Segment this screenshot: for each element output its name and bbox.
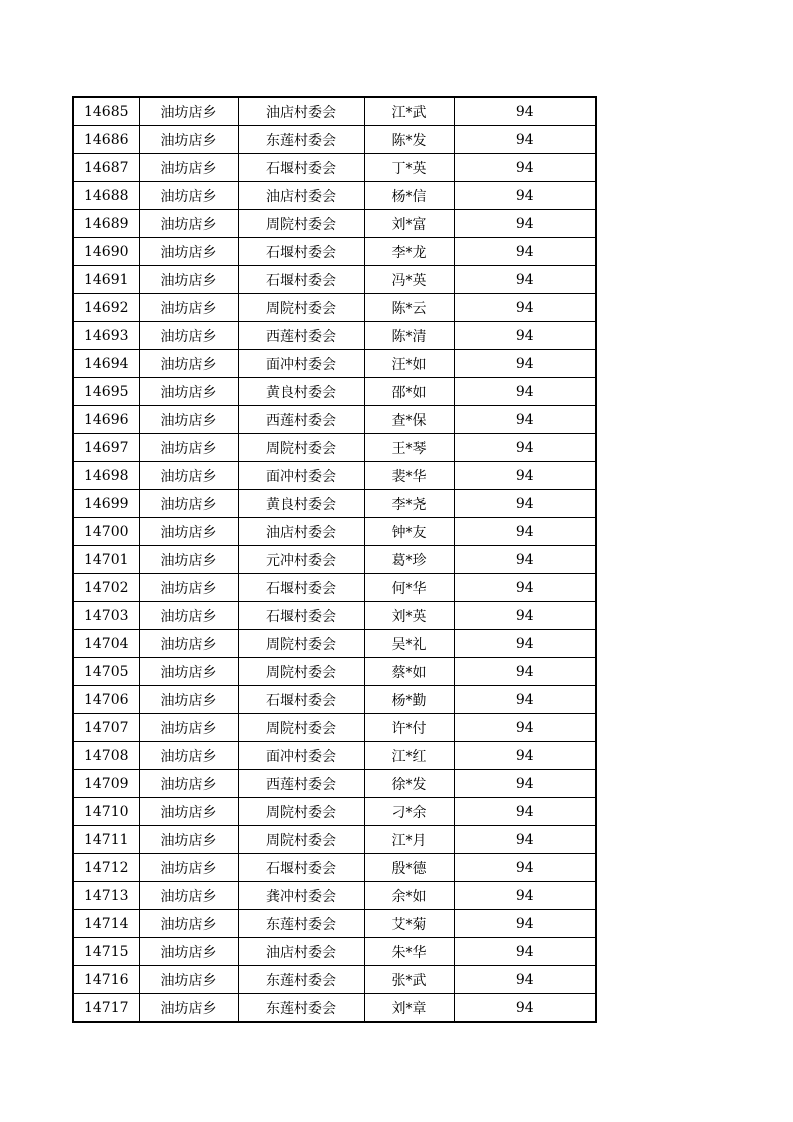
- cell-village-committee: 龚冲村委会: [238, 882, 364, 910]
- cell-person-name: 邵*如: [364, 378, 454, 406]
- cell-village-committee: 西莲村委会: [238, 322, 364, 350]
- cell-score: 94: [454, 686, 596, 714]
- cell-person-name: 刁*余: [364, 798, 454, 826]
- cell-serial-number: 14707: [73, 714, 139, 742]
- cell-serial-number: 14717: [73, 994, 139, 1023]
- cell-serial-number: 14703: [73, 602, 139, 630]
- cell-score: 94: [454, 938, 596, 966]
- cell-score: 94: [454, 854, 596, 882]
- table-row: [73, 294, 596, 322]
- cell-village-committee: 油店村委会: [238, 938, 364, 966]
- cell-township: 油坊店乡: [139, 658, 238, 686]
- cell-village-committee: 东莲村委会: [238, 126, 364, 154]
- cell-score: 94: [454, 826, 596, 854]
- cell-score: 94: [454, 574, 596, 602]
- cell-township: 油坊店乡: [139, 182, 238, 210]
- cell-person-name: 陈*清: [364, 322, 454, 350]
- cell-score: 94: [454, 350, 596, 378]
- cell-score: 94: [454, 238, 596, 266]
- table-row: [73, 238, 596, 266]
- table-row: [73, 378, 596, 406]
- cell-township: 油坊店乡: [139, 518, 238, 546]
- cell-serial-number: 14705: [73, 658, 139, 686]
- table-row: [73, 686, 596, 714]
- table-row: [73, 910, 596, 938]
- cell-village-committee: 面冲村委会: [238, 742, 364, 770]
- cell-village-committee: 东莲村委会: [238, 910, 364, 938]
- cell-serial-number: 14708: [73, 742, 139, 770]
- cell-township: 油坊店乡: [139, 126, 238, 154]
- cell-serial-number: 14715: [73, 938, 139, 966]
- cell-township: 油坊店乡: [139, 154, 238, 182]
- cell-score: 94: [454, 434, 596, 462]
- cell-person-name: 艾*菊: [364, 910, 454, 938]
- cell-village-committee: 黄良村委会: [238, 490, 364, 518]
- cell-village-committee: 黄良村委会: [238, 378, 364, 406]
- table-row: [73, 490, 596, 518]
- cell-township: 油坊店乡: [139, 294, 238, 322]
- table-row: [73, 602, 596, 630]
- cell-person-name: 杨*信: [364, 182, 454, 210]
- cell-score: 94: [454, 602, 596, 630]
- cell-score: 94: [454, 714, 596, 742]
- table-row: [73, 798, 596, 826]
- cell-person-name: 江*月: [364, 826, 454, 854]
- table-row: [73, 406, 596, 434]
- cell-person-name: 江*红: [364, 742, 454, 770]
- cell-village-committee: 石堰村委会: [238, 154, 364, 182]
- roster-table-body: [73, 97, 596, 1022]
- cell-score: 94: [454, 378, 596, 406]
- cell-person-name: 杨*勤: [364, 686, 454, 714]
- cell-serial-number: 14685: [73, 97, 139, 126]
- cell-serial-number: 14696: [73, 406, 139, 434]
- cell-township: 油坊店乡: [139, 322, 238, 350]
- cell-township: 油坊店乡: [139, 406, 238, 434]
- table-row: [73, 434, 596, 462]
- cell-village-committee: 油店村委会: [238, 97, 364, 126]
- cell-township: 油坊店乡: [139, 97, 238, 126]
- table-row: [73, 97, 596, 126]
- cell-serial-number: 14697: [73, 434, 139, 462]
- table-row: [73, 854, 596, 882]
- cell-township: 油坊店乡: [139, 882, 238, 910]
- cell-person-name: 葛*珍: [364, 546, 454, 574]
- cell-serial-number: 14701: [73, 546, 139, 574]
- cell-serial-number: 14690: [73, 238, 139, 266]
- table-row: [73, 546, 596, 574]
- cell-person-name: 何*华: [364, 574, 454, 602]
- cell-person-name: 王*琴: [364, 434, 454, 462]
- table-row: [73, 966, 596, 994]
- cell-village-committee: 石堰村委会: [238, 686, 364, 714]
- table-row: [73, 938, 596, 966]
- cell-village-committee: 面冲村委会: [238, 462, 364, 490]
- cell-village-committee: 东莲村委会: [238, 966, 364, 994]
- cell-township: 油坊店乡: [139, 602, 238, 630]
- cell-score: 94: [454, 742, 596, 770]
- cell-village-committee: 油店村委会: [238, 518, 364, 546]
- cell-village-committee: 周院村委会: [238, 630, 364, 658]
- cell-township: 油坊店乡: [139, 462, 238, 490]
- cell-township: 油坊店乡: [139, 686, 238, 714]
- cell-serial-number: 14714: [73, 910, 139, 938]
- cell-village-committee: 石堰村委会: [238, 266, 364, 294]
- cell-serial-number: 14699: [73, 490, 139, 518]
- table-row: [73, 210, 596, 238]
- cell-village-committee: 石堰村委会: [238, 574, 364, 602]
- cell-score: 94: [454, 882, 596, 910]
- cell-person-name: 钟*友: [364, 518, 454, 546]
- cell-person-name: 陈*云: [364, 294, 454, 322]
- table-row: [73, 630, 596, 658]
- cell-township: 油坊店乡: [139, 994, 238, 1023]
- table-row: [73, 826, 596, 854]
- cell-village-committee: 东莲村委会: [238, 994, 364, 1023]
- table-row: [73, 462, 596, 490]
- cell-person-name: 蔡*如: [364, 658, 454, 686]
- cell-person-name: 朱*华: [364, 938, 454, 966]
- table-row: [73, 518, 596, 546]
- cell-serial-number: 14698: [73, 462, 139, 490]
- cell-score: 94: [454, 406, 596, 434]
- cell-person-name: 刘*富: [364, 210, 454, 238]
- cell-person-name: 吴*礼: [364, 630, 454, 658]
- cell-village-committee: 周院村委会: [238, 798, 364, 826]
- cell-score: 94: [454, 462, 596, 490]
- cell-person-name: 刘*章: [364, 994, 454, 1023]
- cell-village-committee: 元冲村委会: [238, 546, 364, 574]
- cell-person-name: 江*武: [364, 97, 454, 126]
- cell-score: 94: [454, 798, 596, 826]
- cell-township: 油坊店乡: [139, 798, 238, 826]
- cell-village-committee: 石堰村委会: [238, 854, 364, 882]
- roster-table: [72, 96, 597, 1023]
- cell-township: 油坊店乡: [139, 546, 238, 574]
- cell-township: 油坊店乡: [139, 378, 238, 406]
- cell-serial-number: 14687: [73, 154, 139, 182]
- cell-person-name: 查*保: [364, 406, 454, 434]
- cell-township: 油坊店乡: [139, 910, 238, 938]
- table-row: [73, 658, 596, 686]
- cell-serial-number: 14716: [73, 966, 139, 994]
- cell-score: 94: [454, 182, 596, 210]
- cell-village-committee: 面冲村委会: [238, 350, 364, 378]
- cell-village-committee: 周院村委会: [238, 658, 364, 686]
- cell-serial-number: 14693: [73, 322, 139, 350]
- cell-score: 94: [454, 518, 596, 546]
- cell-person-name: 李*尧: [364, 490, 454, 518]
- table-row: [73, 882, 596, 910]
- cell-serial-number: 14702: [73, 574, 139, 602]
- cell-village-committee: 石堰村委会: [238, 602, 364, 630]
- table-row: [73, 154, 596, 182]
- cell-serial-number: 14706: [73, 686, 139, 714]
- cell-village-committee: 周院村委会: [238, 826, 364, 854]
- table-row: [73, 126, 596, 154]
- cell-score: 94: [454, 294, 596, 322]
- cell-serial-number: 14713: [73, 882, 139, 910]
- cell-score: 94: [454, 490, 596, 518]
- cell-person-name: 刘*英: [364, 602, 454, 630]
- cell-person-name: 丁*英: [364, 154, 454, 182]
- table-row: [73, 742, 596, 770]
- cell-serial-number: 14695: [73, 378, 139, 406]
- cell-score: 94: [454, 266, 596, 294]
- cell-village-committee: 油店村委会: [238, 182, 364, 210]
- cell-score: 94: [454, 910, 596, 938]
- cell-serial-number: 14712: [73, 854, 139, 882]
- cell-serial-number: 14692: [73, 294, 139, 322]
- cell-township: 油坊店乡: [139, 966, 238, 994]
- cell-person-name: 冯*英: [364, 266, 454, 294]
- cell-township: 油坊店乡: [139, 854, 238, 882]
- cell-township: 油坊店乡: [139, 574, 238, 602]
- cell-township: 油坊店乡: [139, 210, 238, 238]
- cell-score: 94: [454, 658, 596, 686]
- cell-village-committee: 周院村委会: [238, 714, 364, 742]
- cell-village-committee: 周院村委会: [238, 434, 364, 462]
- cell-township: 油坊店乡: [139, 434, 238, 462]
- cell-person-name: 徐*发: [364, 770, 454, 798]
- cell-person-name: 陈*发: [364, 126, 454, 154]
- cell-serial-number: 14686: [73, 126, 139, 154]
- table-row: [73, 714, 596, 742]
- cell-score: 94: [454, 154, 596, 182]
- cell-score: 94: [454, 546, 596, 574]
- cell-serial-number: 14711: [73, 826, 139, 854]
- table-row: [73, 266, 596, 294]
- cell-person-name: 汪*如: [364, 350, 454, 378]
- cell-township: 油坊店乡: [139, 350, 238, 378]
- table-row: [73, 770, 596, 798]
- cell-score: 94: [454, 210, 596, 238]
- table-row: [73, 322, 596, 350]
- cell-score: 94: [454, 97, 596, 126]
- cell-serial-number: 14710: [73, 798, 139, 826]
- cell-village-committee: 周院村委会: [238, 210, 364, 238]
- cell-township: 油坊店乡: [139, 266, 238, 294]
- cell-serial-number: 14691: [73, 266, 139, 294]
- table-row: [73, 574, 596, 602]
- cell-score: 94: [454, 994, 596, 1023]
- cell-township: 油坊店乡: [139, 490, 238, 518]
- cell-score: 94: [454, 322, 596, 350]
- cell-township: 油坊店乡: [139, 630, 238, 658]
- cell-serial-number: 14694: [73, 350, 139, 378]
- cell-person-name: 殷*德: [364, 854, 454, 882]
- cell-township: 油坊店乡: [139, 938, 238, 966]
- table-row: [73, 350, 596, 378]
- cell-township: 油坊店乡: [139, 714, 238, 742]
- cell-score: 94: [454, 770, 596, 798]
- cell-person-name: 李*龙: [364, 238, 454, 266]
- cell-township: 油坊店乡: [139, 826, 238, 854]
- table-row: [73, 994, 596, 1023]
- cell-village-committee: 石堰村委会: [238, 238, 364, 266]
- cell-person-name: 许*付: [364, 714, 454, 742]
- cell-person-name: 张*武: [364, 966, 454, 994]
- cell-serial-number: 14689: [73, 210, 139, 238]
- cell-score: 94: [454, 126, 596, 154]
- table-row: [73, 182, 596, 210]
- cell-serial-number: 14688: [73, 182, 139, 210]
- cell-village-committee: 西莲村委会: [238, 770, 364, 798]
- cell-score: 94: [454, 966, 596, 994]
- cell-person-name: 余*如: [364, 882, 454, 910]
- cell-serial-number: 14709: [73, 770, 139, 798]
- cell-village-committee: 周院村委会: [238, 294, 364, 322]
- cell-village-committee: 西莲村委会: [238, 406, 364, 434]
- cell-township: 油坊店乡: [139, 238, 238, 266]
- cell-score: 94: [454, 630, 596, 658]
- cell-township: 油坊店乡: [139, 742, 238, 770]
- cell-township: 油坊店乡: [139, 770, 238, 798]
- cell-person-name: 裴*华: [364, 462, 454, 490]
- cell-serial-number: 14704: [73, 630, 139, 658]
- cell-serial-number: 14700: [73, 518, 139, 546]
